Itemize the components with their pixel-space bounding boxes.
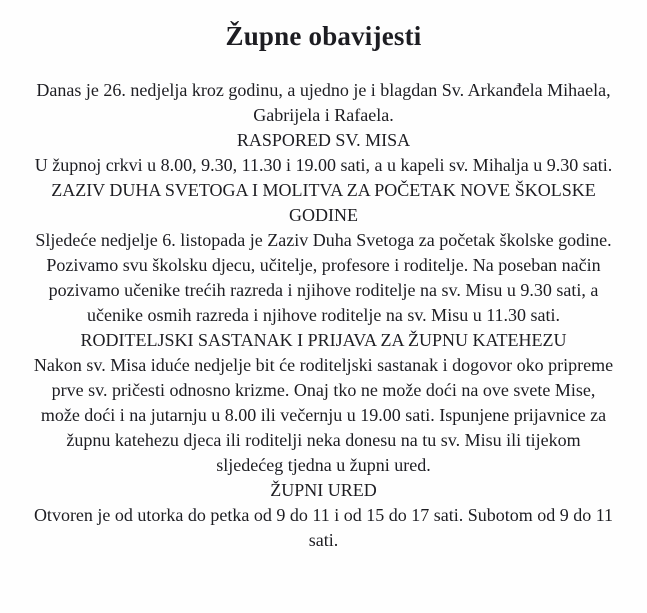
- document-body: [34, 78, 614, 553]
- parents-meeting-heading: RODITELJSKI SASTANAK I PRIJAVA ZA ŽUPNU KATEHEZU: [80, 330, 567, 350]
- holy-spirit-invocation-paragraph: Sljedeće nedjelje 6. listopada je Zaziv Duha Svetoga za početak školske godine. Pozivamo svu školsku djecu, učitelje, profesore i roditelje. Na poseban način pozivamo učenike trećih razreda i njihove roditelje na sv. Misu u 9.30 sati, a učenike osmih razreda i njihove roditelje na sv. Misu u 11.30 sati.: [35, 230, 612, 325]
- parish-office-hours-paragraph: Otvoren je od utorka do petka od 9 do 11 i od 15 do 17 sati. Subotom od 9 do 11 sati.: [33, 505, 614, 550]
- mass-schedule-heading: RASPORED SV. MISA: [236, 130, 411, 150]
- page-title: Župne obavijesti: [225, 21, 422, 51]
- mass-schedule-paragraph: U župnoj crkvi u 8.00, 9.30, 11.30 i 19.00 sati, a u kapeli sv. Mihalja u 9.30 sati.: [34, 155, 613, 175]
- parish-office-heading: ŽUPNI URED: [270, 480, 377, 500]
- intro-feast-paragraph: Danas je 26. nedjelja kroz godinu, a ujedno je i blagdan Sv. Arkanđela Mihaela, Gabrijela i Rafaela.: [36, 80, 611, 125]
- parents-meeting-paragraph: Nakon sv. Misa iduće nedjelje bit će roditeljski sastanak i dogovor oko pripreme prve sv. pričesti odnosno krizme. Onaj tko ne može doći na ove svete Mise, može doći i na jutarnju u 8.00 ili večernju u 19.00 sati. Ispunjene prijavnice za župnu katehezu djeca ili roditelji neka donesu na tu sv. Misu ili tijekom sljedećeg tjedna u župni ured.: [33, 355, 614, 475]
- holy-spirit-invocation-heading: ZAZIV DUHA SVETOGA I MOLITVA ZA POČETAK NOVE ŠKOLSKE GODINE: [51, 180, 596, 225]
